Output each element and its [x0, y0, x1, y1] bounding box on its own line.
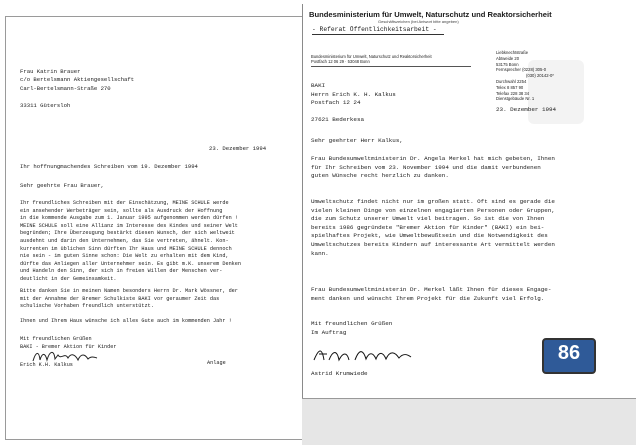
left-recipient-address: Frau Katrin Brauer c/o Bertelsmann Aktiengesellschaft Carl-Bertelsmann-Straße 270 33311 Gütersloh — [20, 68, 135, 109]
return-address: Bundesministerium für Umwelt, Naturschutz und Reaktorsicherheit Postfach 12 06 29 · 53048 Bonn — [311, 54, 432, 65]
right-paragraph-3: Frau Bundesumweltministerin Dr. Merkel läßt Ihnen für dieses Engage- ment danken und wünscht Ihrem Projekt für die Zukunft viel Erfolg. — [311, 286, 552, 302]
left-body-paragraph-2: Bitte danken Sie in meinen Namen besonders Herrn Dr. Mark Wössner, der mit der Annahme der Bremer Schulkiste BAKI vor geraumer Zeit das schulische Vorhaben freundlich unterstützt. — [20, 288, 238, 310]
right-closing: Mit freundlichen Grüßen Im Auftrag — [311, 320, 393, 336]
badge-number: 86 — [557, 342, 581, 364]
left-org-line: BAKI - Bremer Aktion für Kinder — [20, 344, 117, 350]
contact-info-block: Liebknechtstraße Abtweide 20 53175 Bonn Fernsprecher (0228) 305-0 (030) 20142-0* Durchwahl 2254 Telex 8 857 90 Telefax 228 38 34 Dienstgebäude Nr. 1 — [496, 50, 554, 102]
right-paragraph-2: Umweltschutz findet nicht nur im großen statt. Oft sind es gerade die vielen kleinen Dinge von einzelnen engagierten Personen oder Gruppen, die zum Schutz unserer Umwelt viel beitragen. So ist die von Ihnen bereits 1986 gegründete "Bremer Aktion für Kinder" (BAKI) ein bei- spielhaftes Projekt, wie Umweltbewußtsein und die Notwendigkeit des Umweltschutzes bereits Kindern auf interessante Art vermittelt werden kann. — [311, 198, 555, 257]
left-subject: Ihr hoffnungmachendes Schreiben vom 19. Dezember 1994 — [20, 163, 198, 170]
right-recipient-address: BAKI Herrn Erich K. H. Kalkus Postfach 12 24 27621 Bederkesa — [311, 82, 396, 124]
department-line: - Referat Öffentlichkeitsarbeit - — [312, 26, 437, 33]
right-paragraph-1: Frau Bundesumweltministerin Dr. Angela Merkel hat mich gebeten, Ihnen für Ihr Schreiben vom 23. November 1994 und die damit verbundenen guten Wünsche recht herzlich zu danken. — [311, 155, 555, 180]
left-salutation: Sehr geehrte Frau Brauer, — [20, 182, 104, 189]
right-signature — [311, 344, 431, 366]
left-closing: Mit freundlichen Grüßen — [20, 336, 92, 342]
footer-info-strip — [302, 398, 636, 445]
right-salutation: Sehr geehrter Herr Kalkus, — [311, 137, 403, 144]
right-signer: Astrid Krumwiede — [311, 370, 368, 377]
department-rule — [312, 34, 444, 35]
left-body-paragraph-3: Ihnen und Ihrem Haus wünsche ich alles Gute auch im kommenden Jahr ! — [20, 318, 232, 324]
right-date: 23. Dezember 1994 — [496, 106, 557, 113]
left-body-paragraph-1: Ihr freundliches Schreiben mit der Einschätzung, MEINE SCHULE werde ein ansehender Werbeträger sein, sollte als Ausdruck der Hoffnung in die kommende Ausgabe zum 1. Januar 1995 aufgenommen werden dürfen ! MEINE SCHULE soll eine Allianz im Interesse des Kindes und seiner Welt begründen; Ihre Überzeugung bestärkt diesen Wunsch, der sich weltweit ausdehnt und darin den Unternehmen, das Sie vertreten, ähnelt. Kon- kurrenten im üblichen Sinn dürften Ihr Haus und MEINE SCHULE dennoch nie sein - im guten Sinne schon: Die Welt zu erhalten mit dem Kind, dürfte das Anliegen aller Unternehmer sein. Es gibt m.K. unserem Denken und Handeln den Sinn, der sich in freien Willen der Menschen ver- deutlicht in der Gemeinsamkeit. — [20, 200, 242, 282]
ministry-header: Bundesministerium für Umwelt, Naturschutz und Reaktorsicherheit — [309, 10, 552, 19]
left-signer: Erich K.H. Kalkus — [20, 362, 73, 368]
return-address-rule — [311, 66, 471, 67]
left-attachment: Anlage — [207, 360, 226, 366]
left-date: 23. Dezember 1994 — [209, 145, 267, 152]
number-badge — [542, 338, 596, 374]
ministry-subheader: Geschäftszeichen (bei Antwort bitte angeben) — [378, 19, 459, 24]
